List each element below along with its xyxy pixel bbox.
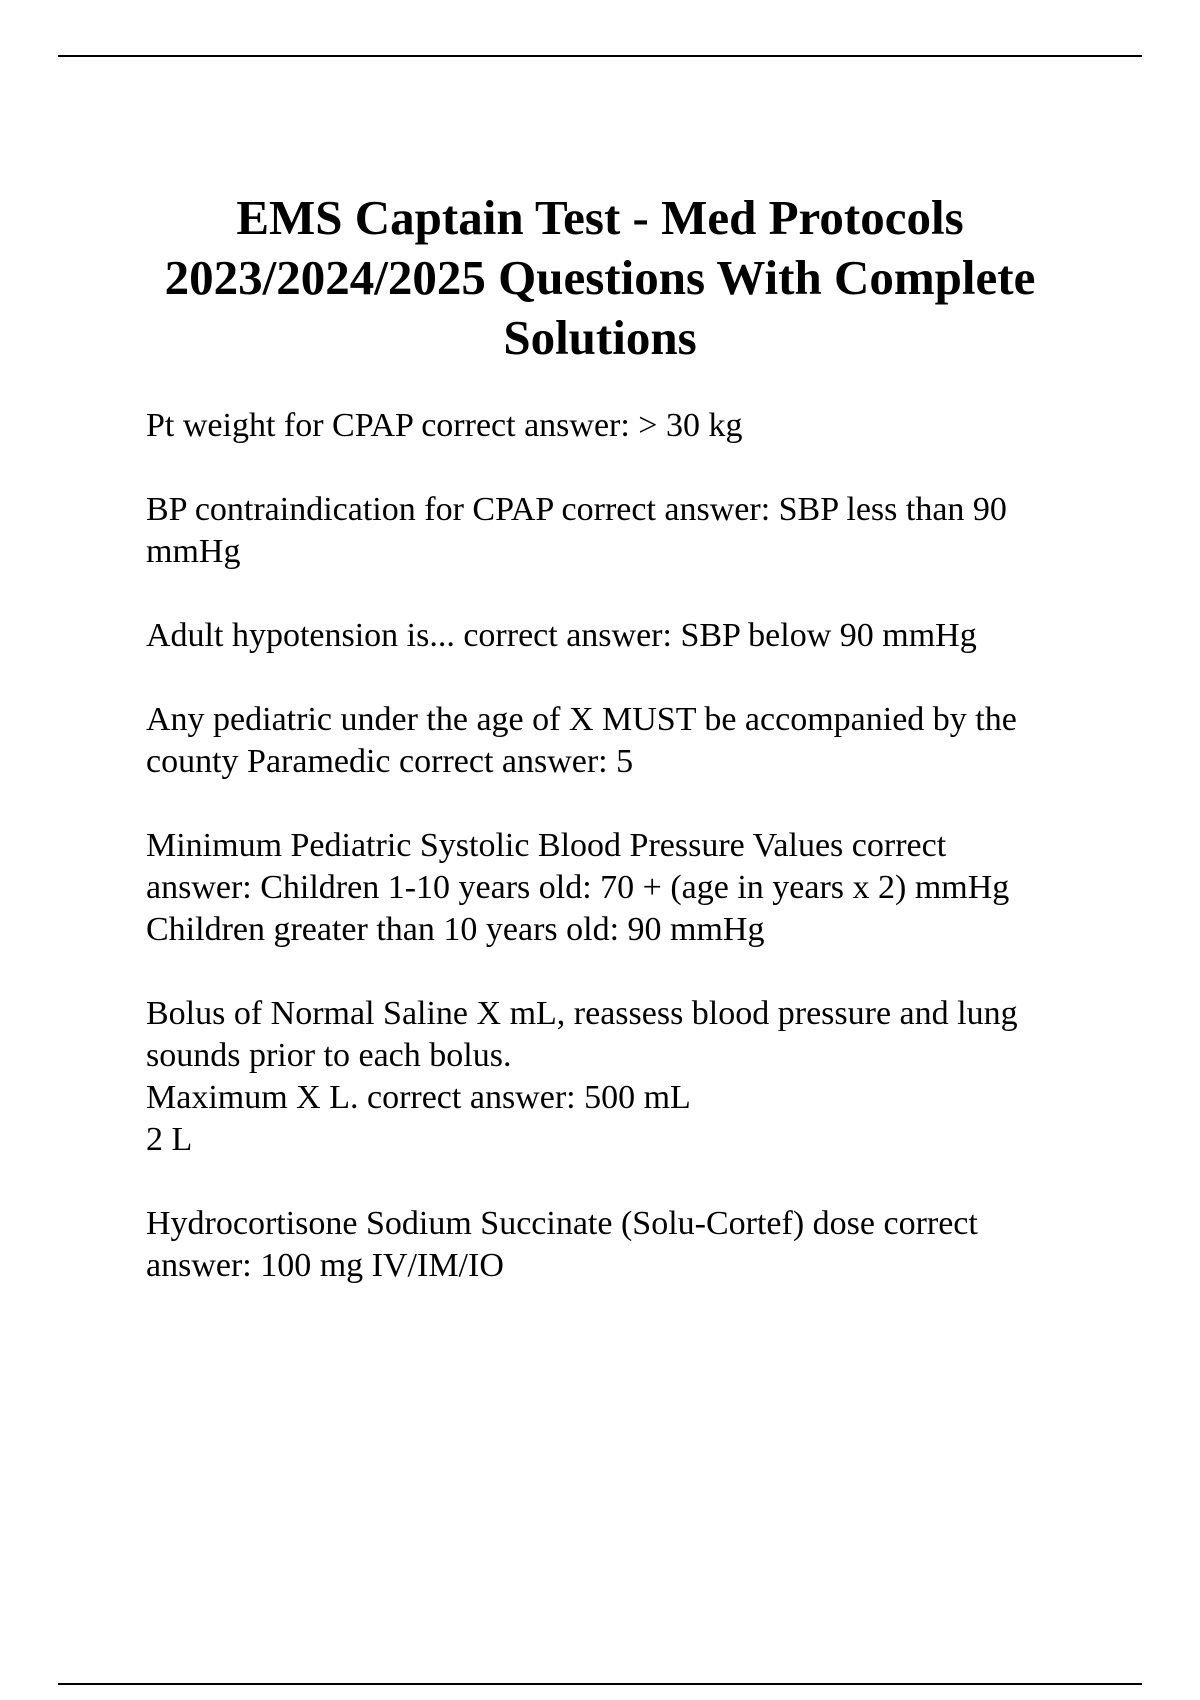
qa-list (146, 405, 1106, 1329)
footer-rule (58, 1683, 1142, 1685)
qa-item: Any pediatric under the age of X MUST be accompanied by the county Paramedic correct answer: 5 (146, 701, 1017, 780)
header-rule (58, 55, 1142, 57)
qa-item: Bolus of Normal Saline X mL, reassess blood pressure and lung sounds prior to each bolus. Maximum X L. correct answer: 500 mL 2 L (146, 995, 1018, 1158)
qa-item: Hydrocortisone Sodium Succinate (Solu-Cortef) dose correct answer: 100 mg IV/IM/IO (146, 1205, 978, 1284)
qa-item: Minimum Pediatric Systolic Blood Pressure Values correct answer: Children 1-10 years old: 70 + (age in years x 2) mmHg Children greater than 10 years old: 90 mmHg (146, 827, 1010, 948)
qa-item: Pt weight for CPAP correct answer: > 30 kg (146, 407, 743, 444)
document-title: EMS Captain Test - Med Protocols 2023/2024/2025 Questions With Complete Solutions (164, 190, 1036, 365)
qa-item: BP contraindication for CPAP correct answer: SBP less than 90 mmHg (146, 491, 1007, 570)
qa-item: Adult hypotension is... correct answer: SBP below 90 mmHg (146, 617, 977, 654)
